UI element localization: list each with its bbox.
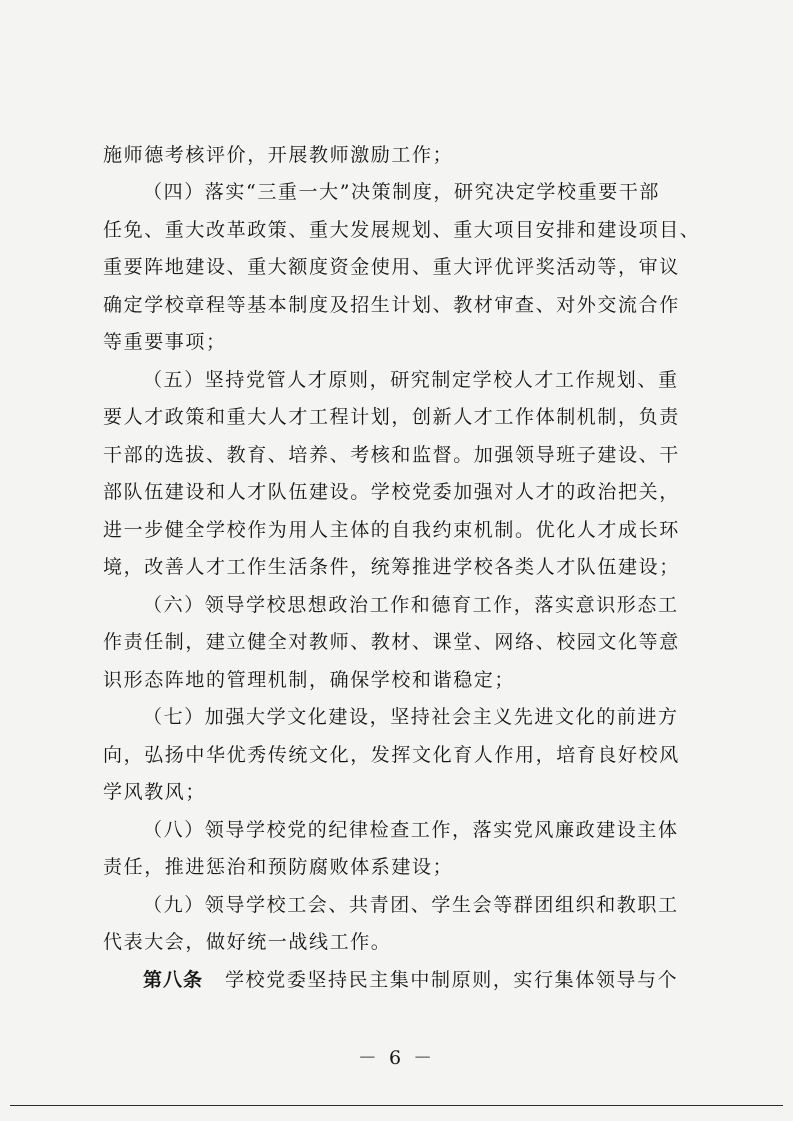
text-line: 作责任制，建立健全对教师、教材、课堂、网络、校园文化等意	[103, 631, 680, 653]
article-text: 学校党委坚持民主集中制原则，实行集体领导与个	[225, 969, 679, 991]
text-line: 要人才政策和重大人才工程计划，创新人才工作体制机制，负责	[103, 406, 680, 428]
bottom-rule	[10, 1105, 783, 1106]
text-line: 识形态阵地的管理机制，确保学校和谐稳定；	[103, 669, 516, 691]
text-line: 任免、重大改革政策、重大发展规划、重大项目安排和建设项目、	[103, 219, 701, 241]
page-number: － 6 －	[357, 1047, 436, 1069]
text-line: （九）领导学校工会、共青团、学生会等群团组织和教职工	[143, 894, 679, 916]
text-line: 施师德考核评价，开展教师激励工作；	[103, 144, 454, 166]
text-line: 干部的选拔、教育、培养、考核和监督。加强领导班子建设、干	[103, 444, 680, 466]
text-line: （四）落实“三重一大”决策制度，研究决定学校重要干部	[143, 181, 661, 203]
text-line: 确定学校章程等基本制度及招生计划、教材审查、对外交流合作	[103, 294, 680, 316]
text-line: （五）坚持党管人才原则，研究制定学校人才工作规划、重	[143, 369, 679, 391]
text-line: 代表大会，做好统一战线工作。	[103, 931, 392, 953]
text-line: 进一步健全学校作为用人主体的自我约束机制。优化人才成长环	[103, 519, 680, 541]
article-line	[143, 965, 703, 995]
text-line: 部队伍建设和人才队伍建设。学校党委加强对人才的政治把关，	[103, 481, 680, 503]
text-line: 学风教风；	[103, 781, 207, 803]
text-line: 向，弘扬中华优秀传统文化，发挥文化育人作用，培育良好校风	[103, 744, 680, 766]
text-line: 境，改善人才工作生活条件，统筹推进学校各类人才队伍建设；	[103, 556, 680, 578]
text-line: 责任，推进惩治和预防腐败体系建设；	[103, 856, 454, 878]
text-line: （七）加强大学文化建设，坚持社会主义先进文化的前进方	[143, 706, 679, 728]
article-title: 第八条	[143, 969, 204, 991]
text-line: 等重要事项；	[103, 331, 227, 353]
text-line: 重要阵地建设、重大额度资金使用、重大评优评奖活动等，审议	[103, 256, 680, 278]
text-line: （八）领导学校党的纪律检查工作，落实党风廉政建设主体	[143, 819, 679, 841]
text-line: （六）领导学校思想政治工作和德育工作，落实意识形态工	[143, 594, 679, 616]
